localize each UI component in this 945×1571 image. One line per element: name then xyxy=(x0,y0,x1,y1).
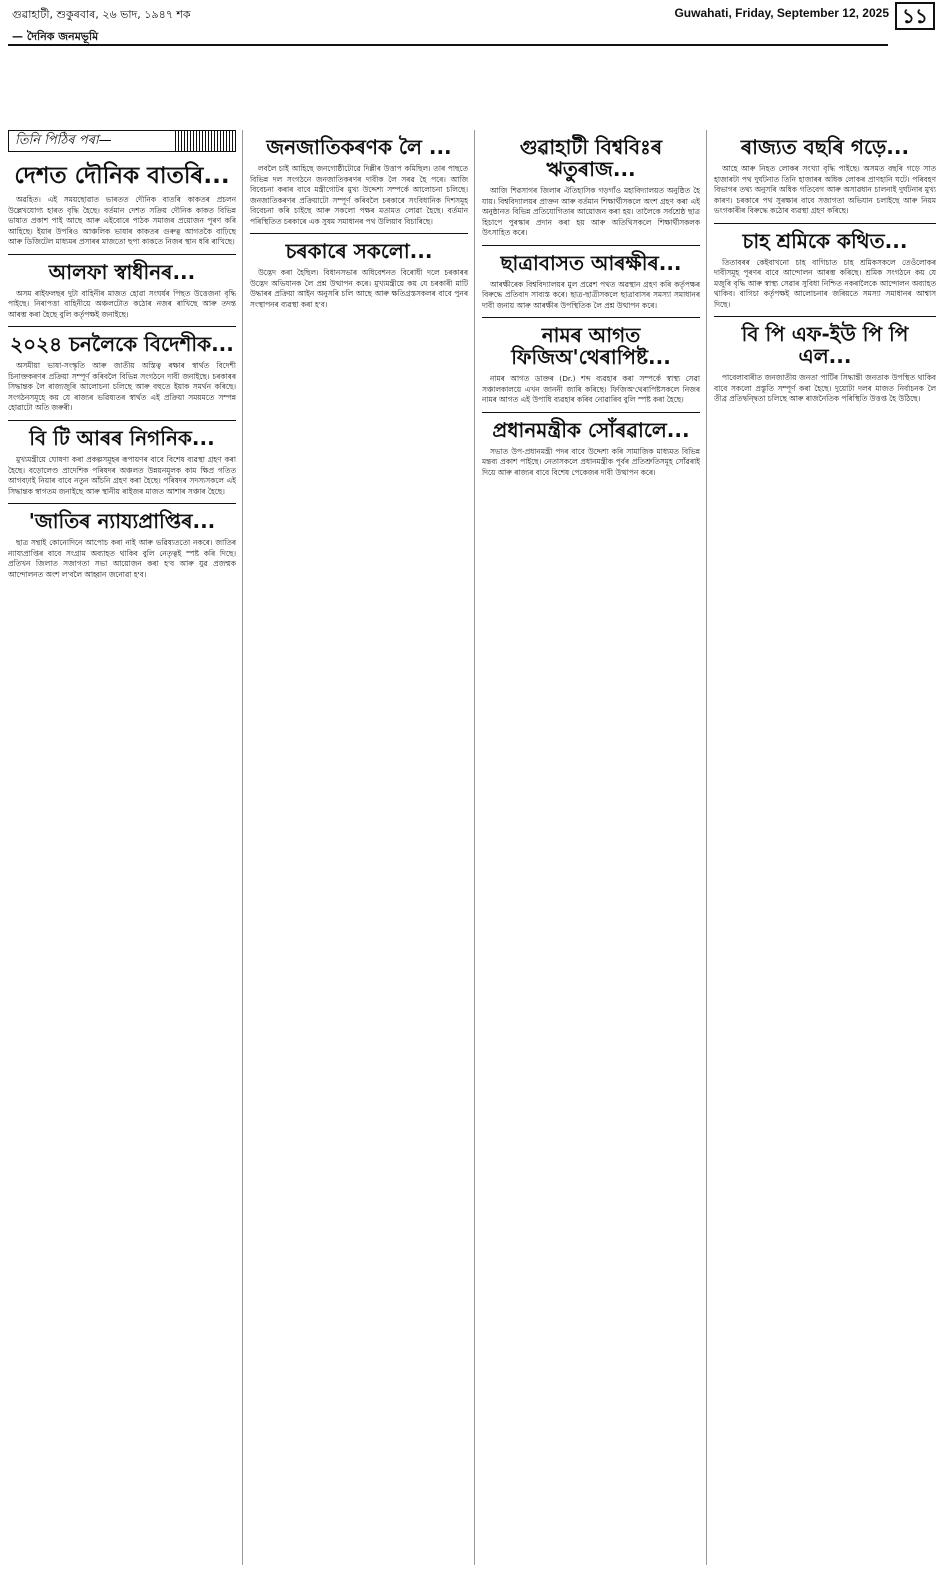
article-headline: ছাত্ৰাবাসত আৰক্ষীৰ... xyxy=(500,250,682,275)
article-divider xyxy=(8,326,236,327)
article-headline: চাহ শ্ৰমিকে কথিত... xyxy=(742,228,908,253)
article-headline: ৰাজ্যত বছৰি গড়ে... xyxy=(740,135,910,159)
publication-name: — দৈনিক জনমভূমি xyxy=(8,28,888,46)
article-body xyxy=(482,447,700,479)
article-body xyxy=(482,374,700,406)
article-paragraph: ছাত্ৰ সন্থাই কোনোদিনে আপোচ কৰা নাই আৰু ভৱিষ্যততো নকৰে। জাতিৰ ন্যায্যপ্ৰাপ্তিৰ বাবে সংগ্ৰাম অব্যাহত থাকিব বুলি নেতৃত্বই স্পষ্ট কৰি দিছে। প্ৰতিখন জিলাত সজাগতা সভা আয়োজন কৰা হ'ব আৰু যুৱ প্ৰজন্মক আন্দোলনত অংশ ল'বলৈ আহ্বান জনোৱা হ'ব। xyxy=(8,538,236,579)
article-body xyxy=(8,361,236,414)
article-headline: চৰকাৰে সকলো... xyxy=(285,239,433,264)
article-paragraph: আহে আৰু নিহত লোকৰ সংখ্যা বৃদ্ধি পাইছে। অসমত বছৰি গড়ে সাত হাজাৰটা পথ দুৰ্ঘটনাত তিনি হাজাৰৰ অধিক লোকৰ প্ৰাণহানি ঘটে। পৰিবহণ বিভাগৰ তথ্য অনুসৰি অধিক গতিবেগ আৰু অসাৱধান চালনাই দুৰ্ঘটনাৰ মুখ্য কাৰণ। চৰকাৰে পথ সুৰক্ষাৰ বাবে সজাগতা অভিযান চলাইছে আৰু নিয়ম ভংগকাৰীৰ বিৰুদ্ধে কঠোৰ ব্যৱস্থা গ্ৰহণ কৰিছে। xyxy=(714,164,936,216)
column-divider xyxy=(474,130,475,1565)
article-body xyxy=(250,164,468,227)
article-headline: বি টি আৰৰ নিগনিক... xyxy=(29,426,215,450)
article-body xyxy=(8,289,236,321)
article-paragraph: অৱহিত। এই সময়ছোৱাত ভাৰতত দৌনিক বাতৰি কাকতৰ প্ৰচলন উল্লেখযোগ্য হাৰত বৃদ্ধি হৈছে। বৰ্তমান দেশত সক্ৰিয় দৌনিক কাকত বিভিন্ন ভাষাত প্ৰকাশ পাই আছে আৰু এইবোৰে পাঠক সমাজৰ প্ৰয়োজন পূৰণ কৰি আহিছে। ইয়াৰ উপৰিও আঞ্চলিক ভাষাৰ কাকতৰ গুৰুত্ব আগতকৈ বাঢ়িছে আৰু ডিজিটেল মাধ্যমৰ প্ৰসাৰৰ মাজতো ছপা কাকতে নিজৰ স্থান ধৰি ৰাখিছে। xyxy=(8,195,236,247)
column-4 xyxy=(714,130,936,1565)
article-divider xyxy=(482,317,700,318)
article-body xyxy=(250,268,468,310)
article-body xyxy=(8,455,236,497)
article-body xyxy=(714,164,936,217)
article-divider xyxy=(8,420,236,421)
article-headline: প্ৰধানমন্ত্ৰীক সোঁৰৱালে... xyxy=(492,417,690,442)
article-paragraph: মুখ্যমন্ত্ৰীয়ে ঘোষণা কৰা প্ৰকল্পসমূহৰ ৰূপায়ণৰ বাবে বিশেষ ব্যৱস্থা গ্ৰহণ কৰা হৈছে। বড়োলেণ্ড প্ৰাদেশিক পৰিষদৰ অঞ্চলত উন্নয়নমূলক কাম ক্ষিপ্ৰ গতিত আগবঢ়াই নিয়াৰ বাবে নতুন আঁচনি গ্ৰহণ কৰা হৈছে। পৰিষদৰ সদস্যসকলে এই সিদ্ধান্তক স্বাগতম জনাইছে আৰু স্থানীয় ৰাইজৰ মাজত আশাৰ সঞ্চাৰ হৈছে। xyxy=(8,455,236,496)
article-divider xyxy=(714,316,936,317)
article-divider xyxy=(8,503,236,504)
article-headline: জনজাতিকৰণক লৈ ... xyxy=(266,135,452,159)
article-paragraph: তিতাবৰৰ কেইবাখনো চাহ বাগিচাত চাহ শ্ৰমিকসকলে তেওঁলোকৰ দাবীসমূহ পূৰণৰ বাবে আন্দোলন আৰম্ভ কৰিছে। শ্ৰমিক সংগঠনে কয় যে মজুৰি বৃদ্ধি আৰু স্বাস্থ্য সেৱাৰ সুবিধা নিশ্চিত নকৰালৈকে আন্দোলন অব্যাহত থাকিব। বাগিচা কৰ্তৃপক্ষই আলোচনাৰ জৰিয়তে সমস্যা সমাধানৰ আশ্বাস দিছে। xyxy=(714,257,936,309)
article-headline: আলফা স্বাধীনৰ... xyxy=(48,259,196,284)
article-paragraph: অসম ৰাইফলছৰ দুটা বাহিনীৰ মাজত হোৱা সংঘৰ্ষৰ পিছত উত্তেজনা বৃদ্ধি পাইছে। নিৰাপত্তা বাহিনীয়ে অঞ্চলটোত কঠোৰ নজৰ ৰাখিছে আৰু তদন্ত আৰম্ভ কৰা হৈছে বুলি কৰ্তৃপক্ষই জনাইছে। xyxy=(8,288,236,319)
article-headline: বি পি এফ-ইউ পি পি এল... xyxy=(741,322,909,369)
article-paragraph: নামৰ আগত ডাক্তৰ (Dr.) শব্দ ব্যৱহাৰ কৰা সম্পৰ্কে স্বাস্থ্য সেৱা সঞ্চালকালয়ে এখন জাননী জাৰি কৰিছে। ফিজিঅ'থেৰাপিষ্টসকলে নিজৰ নামৰ আগত এই উপাধি ব্যৱহাৰ কৰিব নোৱাৰিব বুলি স্পষ্ট কৰা হৈছে। xyxy=(482,374,700,405)
article-divider xyxy=(482,412,700,413)
header-date-english: Guwahati, Friday, September 12, 2025 xyxy=(674,6,889,20)
column-1 xyxy=(8,158,236,1563)
article-headline: দেশত দৌনিক বাতৰি... xyxy=(14,163,230,189)
article-paragraph: অসমীয়া ভাষা-সংস্কৃতি আৰু জাতীয় অস্তিত্ব ৰক্ষাৰ স্বাৰ্থত বিদেশী চিনাক্তকৰণৰ প্ৰক্ৰিয়া সম্পূৰ্ণ কৰিবলৈ বিভিন্ন সংগঠনে দাবী জনাইছে। চৰকাৰৰ সিদ্ধান্তক লৈ ৰাজ্যজুৰি আলোচনা চলিছে আৰু বহুতে ইয়াক সমৰ্থন কৰিছে। সংগঠনসমূহে কয় যে ৰাজ্যৰ ভৱিষ্যতৰ স্বাৰ্থত এই প্ৰক্ৰিয়া সময়মতে সম্পন্ন হোৱাটো অতি জৰুৰী। xyxy=(8,361,236,413)
page-header xyxy=(8,4,937,26)
article-paragraph: আৰক্ষীৰেক বিশ্ববিদ্যালয়ৰ মুল প্ৰৱেশ পথত অৱস্থান গ্ৰহণ কৰি কৰ্তৃপক্ষৰ বিৰুদ্ধে প্ৰতিবাদ সাব্যস্ত কৰে। ছাত্ৰ-ছাত্ৰীসকলে ছাত্ৰাবাসৰ সমস্যা সমাধানৰ দাবী জনায় আৰু আৰক্ষীৰ উপস্থিতিক লৈ প্ৰশ্ন উত্থাপন কৰে। xyxy=(482,279,700,310)
article-headline: 'জাতিৰ ন্যায্যপ্ৰাপ্তিৰ... xyxy=(28,509,216,534)
article-paragraph: পাবেলাবাৰীত জনজাতীয় জনতা পাৰ্টিৰ সিদ্ধান্তী জনতাক উপস্থিত থাকিব বাবে সকলো প্ৰস্তুতি সম্পূৰ্ণ কৰা হৈছে। দুয়োটা দলৰ মাজত নিৰ্বাচনক লৈ তীব্ৰ প্ৰতিদ্বন্দ্বিতা চলিছে আৰু ৰাজনৈতিক পৰিস্থিতি উত্তপ্ত হৈ উঠিছে। xyxy=(714,373,936,404)
article-paragraph: লবলৈ চাই আহিছে জনগোষ্ঠীটোৱে দিল্লীৰ উত্তাপ কমিছিল। তাৰ পাছতে বিভিন্ন দল সংগঠনে জনজাতিকৰণৰ দাবীক লৈ সৰৱ হৈ পৰে। আজি বিবেচনা কৰাৰ বাবে মন্ত্ৰীগোটৰ মুখ্য উদ্দেশ্য সম্পৰ্কে আলোচনা চলিছে। জনজাতিকৰণৰ প্ৰক্ৰিয়াটো সম্পূৰ্ণ কৰিবলৈ চৰকাৰে সংবিধানিক দিশসমূহ বিবেচনা কৰি চাইছে আৰু সকলো পক্ষৰ মতামত লোৱা হৈছে। বৰ্তমান পৰিস্থিতিত চৰকাৰে এক সুষম সমাধানৰ পথ উলিয়াব বিচাৰিছে। xyxy=(250,164,468,226)
page-number: ১১ xyxy=(895,2,935,30)
article-body xyxy=(714,373,936,405)
article-divider xyxy=(482,245,700,246)
article-paragraph: উদ্ভেদ কৰা হৈছিল। বিধানসভাৰ অধিবেশনত বিৰোধী দলে চৰকাৰৰ উদ্ভেদ অভিযানক লৈ প্ৰশ্ন উত্থাপন কৰে। মুখ্যমন্ত্ৰীয়ে কয় যে চৰকাৰী মাটি উদ্ধাৰৰ প্ৰক্ৰিয়া আইন অনুসৰি চলি আছে আৰু ক্ষতিগ্ৰস্তসকলৰ বাবে পুনৰ সংস্থাপনৰ ব্যৱস্থা কৰা হ'ব। xyxy=(250,268,468,309)
article-body xyxy=(8,195,236,248)
column-divider xyxy=(706,130,707,1565)
article-body xyxy=(714,258,936,311)
article-divider xyxy=(714,223,936,224)
article-body xyxy=(482,280,700,312)
article-headline: নামৰ আগত ফিজিঅ'থেৰাপিষ্ট... xyxy=(511,323,671,370)
column-2 xyxy=(250,130,468,1565)
article-paragraph: আজি শিৱসাগৰ জিলাৰ ঐতিহাসিক গড়গাঁও মহাবিদ্যালয়ত অনুষ্ঠিত হৈ যায়। বিশ্ববিদ্যালয়ৰ প্ৰাক্তন আৰু বৰ্তমান শিক্ষাৰ্থীসকলে অংশ গ্ৰহণ কৰা এই অনুষ্ঠানত বিভিন্ন প্ৰতিযোগিতাৰ আয়োজন কৰা হয়। তালৈকে সৰ্বশ্ৰেষ্ঠ ছাত্ৰ হিচাপে পুৰস্কাৰ প্ৰদান কৰা হয় আৰু অতিথিসকলে শিক্ষাৰ্থীসকলক উৎসাহিত কৰে। xyxy=(482,186,700,238)
article-divider xyxy=(250,233,468,234)
section-label: তিনি পিঠিৰ পৰা— xyxy=(8,130,236,152)
article-paragraph: সভাত উপ-প্ৰধানমন্ত্ৰী পদৰ বাবে উদ্দেশ্য কৰি সামাজিক মাধ্যমত বিভিন্ন মন্তব্য প্ৰকাশ পাইছে। নেতাসকলে প্ৰধানমন্ত্ৰীক পূৰ্বৰ প্ৰতিশ্ৰুতিসমূহ সোঁৱৰাই দিয়ে আৰু ৰাজ্যৰ বাবে বিশেষ পেকেজৰ দাবী উত্থাপন কৰে। xyxy=(482,446,700,477)
column-3 xyxy=(482,130,700,1565)
column-divider xyxy=(242,130,243,1565)
article-divider xyxy=(8,254,236,255)
article-body xyxy=(482,186,700,239)
article-headline: গুৱাহাটী বিশ্ববিঃৰ ঋতুৰাজ... xyxy=(519,135,663,181)
article-body xyxy=(8,538,236,580)
header-date-assamese: গুৱাহাটী, শুকুৰবাৰ, ২৬ ভাদ, ১৯৪৭ শক xyxy=(12,8,191,21)
article-headline: ২০২৪ চনলৈকে বিদেশীক... xyxy=(10,332,234,357)
